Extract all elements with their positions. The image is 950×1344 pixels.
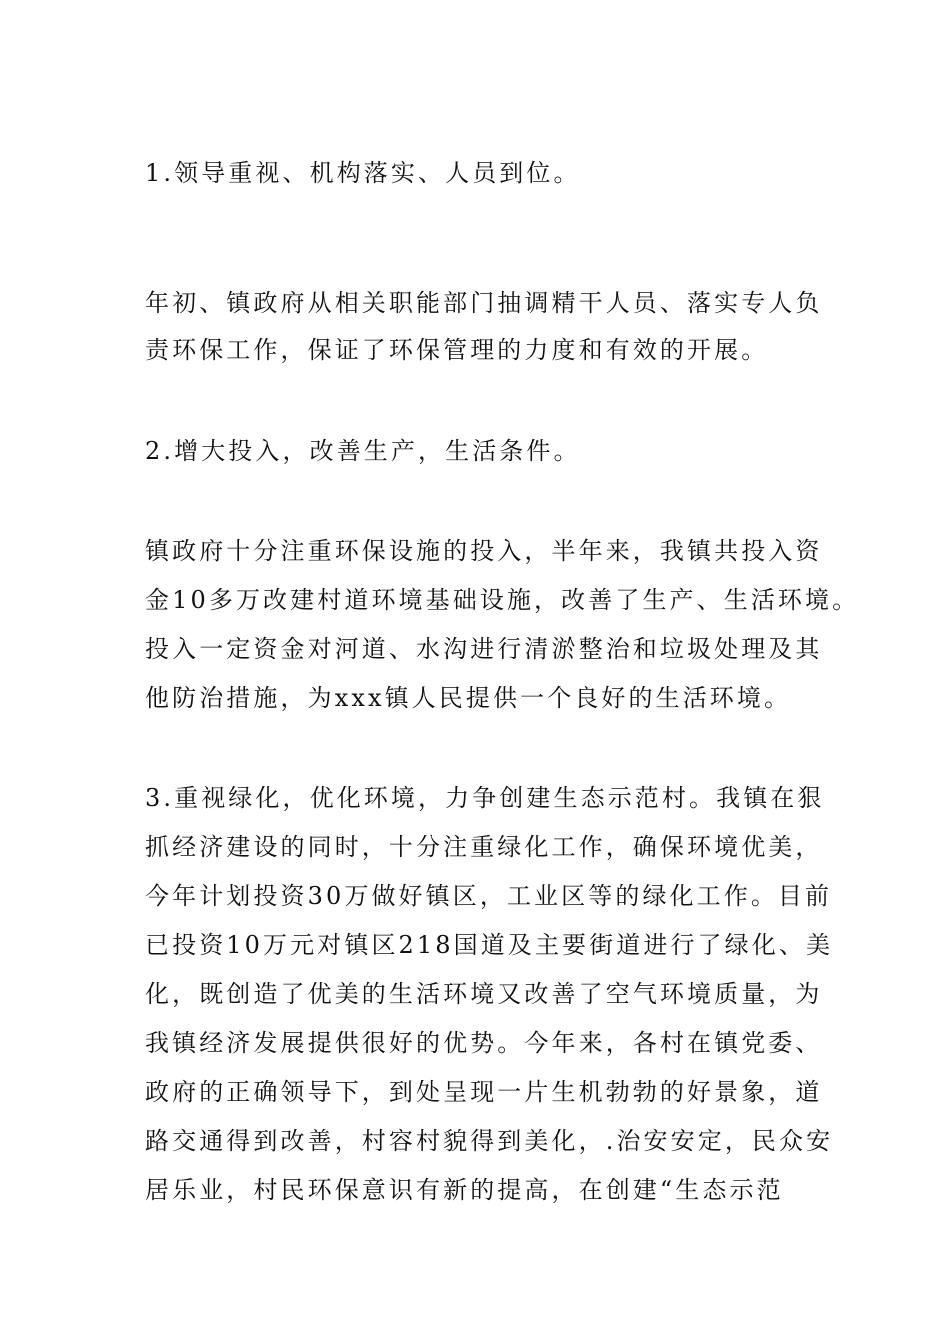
paragraph-3-line-1: 3.重视绿化，优化环境，力争创建生态示范村。我镇在狠 — [145, 784, 825, 812]
heading-1: 1.领导重视、机构落实、人员到位。 — [145, 159, 581, 187]
paragraph-3-line-7: 政府的正确领导下，到处呈现一片生机勃勃的好景象，道 — [145, 1078, 823, 1106]
paragraph-2-line-2: 金10多万改建村道环境基础设施，改善了生产、生活环境。 — [145, 586, 860, 614]
paragraph-2-line-4: 他防治措施，为xxx镇人民提供一个良好的生活环境。 — [145, 684, 792, 712]
paragraph-1-line-2: 责环保工作，保证了环保管理的力度和有效的开展。 — [145, 336, 769, 364]
paragraph-2-line-1: 镇政府十分注重环保设施的投入，半年来，我镇共投入资 — [145, 537, 823, 565]
paragraph-3-line-5: 化，既创造了优美的生活环境又改善了空气环境质量，为 — [145, 980, 823, 1008]
paragraph-3-line-8: 路交通得到改善，村容村貌得到美化，.治安安定，民众安 — [145, 1127, 834, 1155]
paragraph-3-line-3: 今年计划投资30万做好镇区，工业区等的绿化工作。目前 — [145, 882, 833, 910]
paragraph-3-line-4: 已投资10万元对镇区218国道及主要街道进行了绿化、美 — [145, 931, 834, 959]
heading-2: 2.增大投入，改善生产，生活条件。 — [145, 437, 581, 465]
paragraph-2-line-3: 投入一定资金对河道、水沟进行清淤整治和垃圾处理及其 — [145, 635, 823, 663]
paragraph-3-line-9: 居乐业，村民环保意识有新的提高，在创建“生态示范 — [145, 1176, 784, 1204]
paragraph-3-line-2: 抓经济建设的同时，十分注重绿化工作，确保环境优美， — [145, 833, 823, 861]
paragraph-1-line-1: 年初、镇政府从相关职能部门抽调精干人员、落实专人负 — [145, 289, 823, 317]
paragraph-3-line-6: 我镇经济发展提供很好的优势。今年来，各村在镇党委、 — [145, 1029, 823, 1057]
